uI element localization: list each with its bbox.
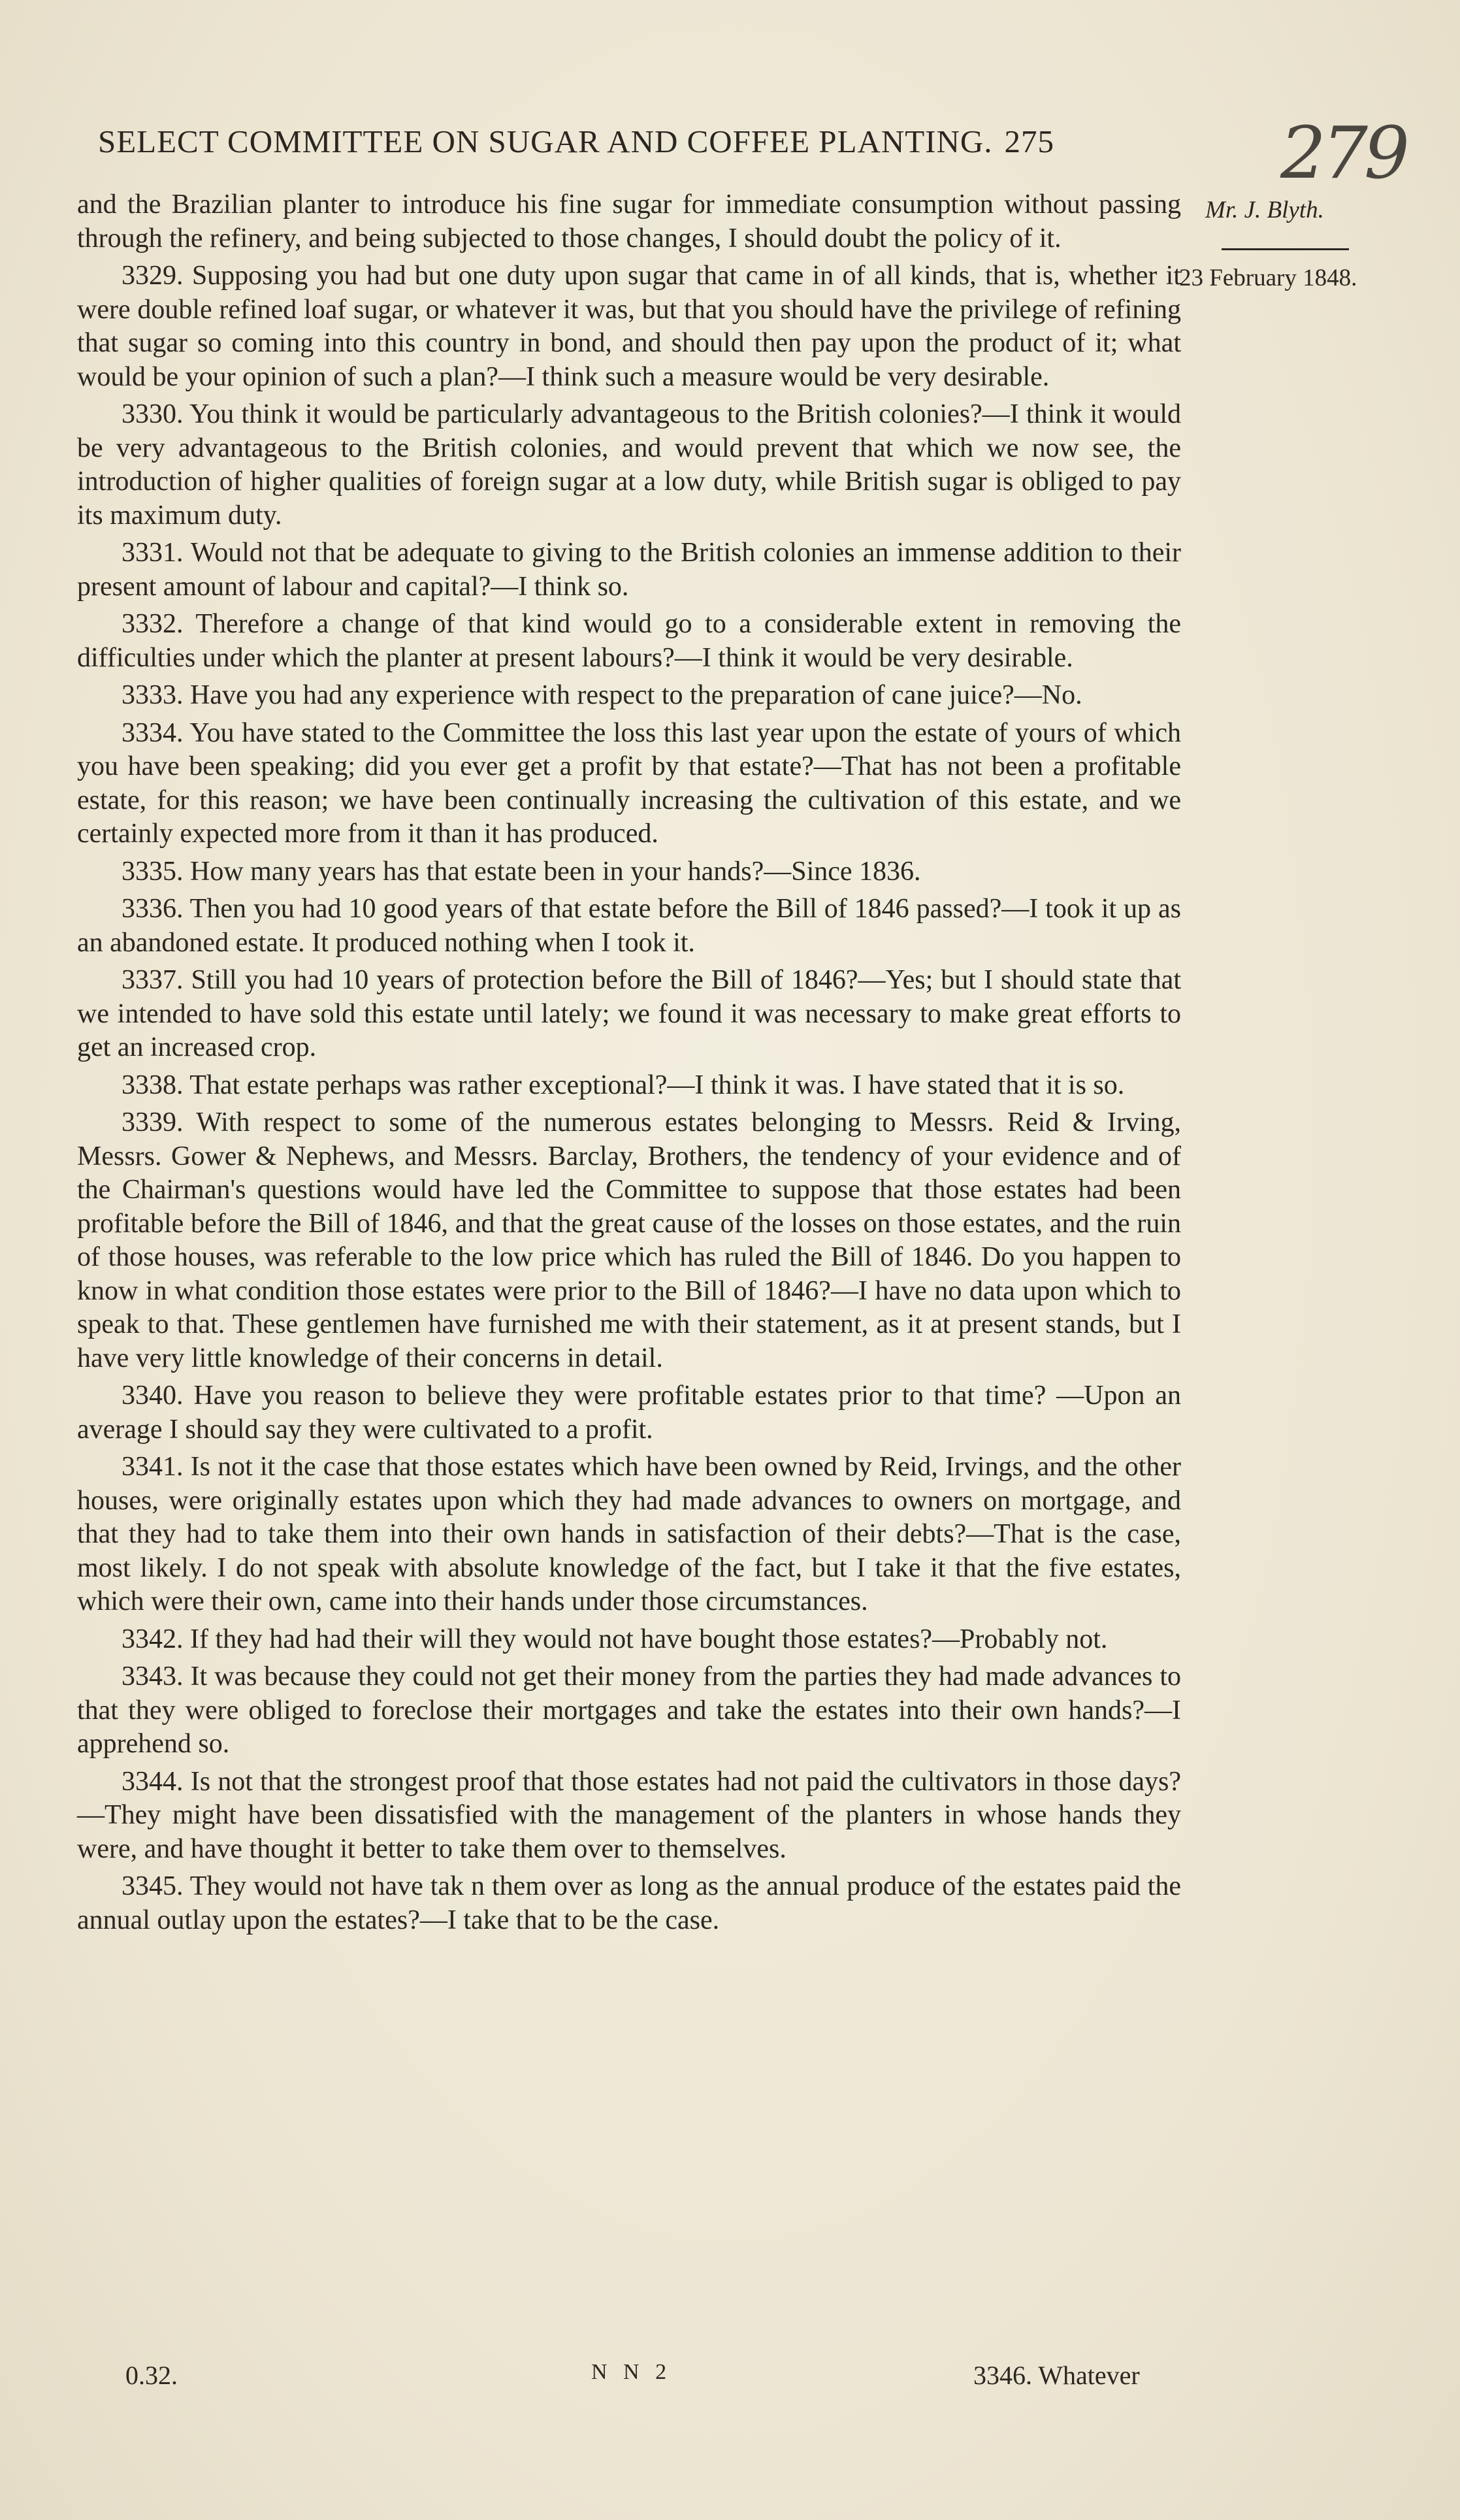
question-3341: 3341. Is not it the case that those estates which have been owned by Reid, Irvings, and the other houses, were originally estates upon which they had made advances to owners on mortgage, and that they had to take them into their own hands in satisfaction of their debts?—That is the case, most likely. I do not speak with absolute knowledge of the fact, but I take it that the five estates, which were their own, came into their hands under those circumstances.: [77, 1452, 1181, 1616]
margin-date: 23 February 1848.: [1179, 265, 1357, 291]
body-text: [77, 188, 1181, 1941]
question-3335: 3335. How many years has that estate been in your hands?—Since 1836.: [122, 856, 921, 887]
question-3343: 3343. It was because they could not get their money from the parties they had made advances to that they were obliged to foreclose their mortgages and take the estates into their own hands?—I apprehend so.: [77, 1661, 1181, 1759]
paragraph-continuation: and the Brazilian planter to introduce his fine sugar for immediate consumption without passing through the refinery, and being subjected to those changes, I should doubt the policy of it.: [77, 189, 1181, 254]
question-3344: 3344. Is not that the strongest proof that those estates had not paid the cultivators in those days?—They might have been dissatisfied with the management of the planters in whose hands they were, and have thought it better to take them over to themselves.: [77, 1766, 1181, 1864]
footer-signature: 0.32.: [125, 2361, 178, 2390]
footer-catchword: 3346. Whatever: [973, 2361, 1140, 2390]
question-3330: 3330. You think it would be particularly advantageous to the British colonies?—I think it would be very advantageous to the British colonies, and would prevent that which we now see, the introduction of higher qualities of foreign sugar at a low duty, while British sugar is obliged to pay its maximum duty.: [77, 399, 1181, 531]
page-number: 275: [1004, 123, 1055, 159]
footer-sheet-mark: N N 2: [591, 2360, 672, 2384]
margin-witness-name: Mr. J. Blyth.: [1205, 197, 1324, 223]
question-3338: 3338. That estate perhaps was rather exceptional?—I think it was. I have stated that it is so.: [122, 1070, 1125, 1100]
question-3336: 3336. Then you had 10 good years of that estate before the Bill of 1846 passed?—I took it up as an abandoned estate. It produced nothing when I took it.: [77, 894, 1181, 958]
question-3332: 3332. Therefore a change of that kind would go to a considerable extent in removing the difficulties under which the planter at present labours?—I think it would be very desirable.: [77, 609, 1181, 673]
question-3333: 3333. Have you had any experience with respect to the preparation of cane juice?—No.: [122, 680, 1082, 710]
question-3342: 3342. If they had had their will they would not have bought those estates?—Probably not.: [122, 1624, 1108, 1654]
running-header: [98, 123, 1176, 160]
handwritten-folio-number: 279: [1280, 111, 1406, 195]
header-title: SELECT COMMITTEE ON SUGAR AND COFFEE PLANTING.: [98, 123, 993, 159]
question-3329: 3329. Supposing you had but one duty upon sugar that came in of all kinds, that is, whether it were double refined loaf sugar, or whatever it was, but that you should have the privilege of refining that sugar so coming into this country in bond, and should then pay upon the product of it; what would be your opinion of such a plan?—I think such a measure would be very desirable.: [77, 261, 1181, 392]
question-3340: 3340. Have you reason to believe they were profitable estates prior to that time? —Upon an average I should say they were cultivated to a profit.: [77, 1381, 1181, 1445]
question-3345: 3345. They would not have tak n them over as long as the annual produce of the estates paid the annual outlay upon the estates?—I take that to be the case.: [77, 1871, 1181, 1935]
margin-rule: [1222, 248, 1349, 250]
question-3331: 3331. Would not that be adequate to giving to the British colonies an immense addition to their present amount of labour and capital?—I think so.: [77, 538, 1181, 602]
question-3334: 3334. You have stated to the Committee the loss this last year upon the estate of yours of which you have been speaking; did you ever get a profit by that estate?—That has not been a profitable estate, for this reason; we have been continually increasing the cultivation of this estate, and we certainly expected more from it than it has produced.: [77, 717, 1181, 849]
question-3337: 3337. Still you had 10 years of protection before the Bill of 1846?—Yes; but I should state that we intended to have sold this estate until lately; we found it was necessary to make great efforts to get an increased crop.: [77, 965, 1181, 1062]
question-3339: 3339. With respect to some of the numerous estates belonging to Messrs. Reid & Irving, Messrs. Gower & Nephews, and Messrs. Barclay, Brothers, the tendency of your evidence and of the Chairman's questions would have led the Committee to suppose that those estates had been profitable before the Bill of 1846, and that the great cause of the losses on those estates, and the ruin of those houses, was referable to the low price which has ruled the Bill of 1846. Do you happen to know in what condition those estates were prior to the Bill of 1846?—I have no data upon which to speak to that. These gentlemen have furnished me with their statement, as it at present stands, but I have very little knowledge of their concerns in detail.: [77, 1107, 1181, 1373]
